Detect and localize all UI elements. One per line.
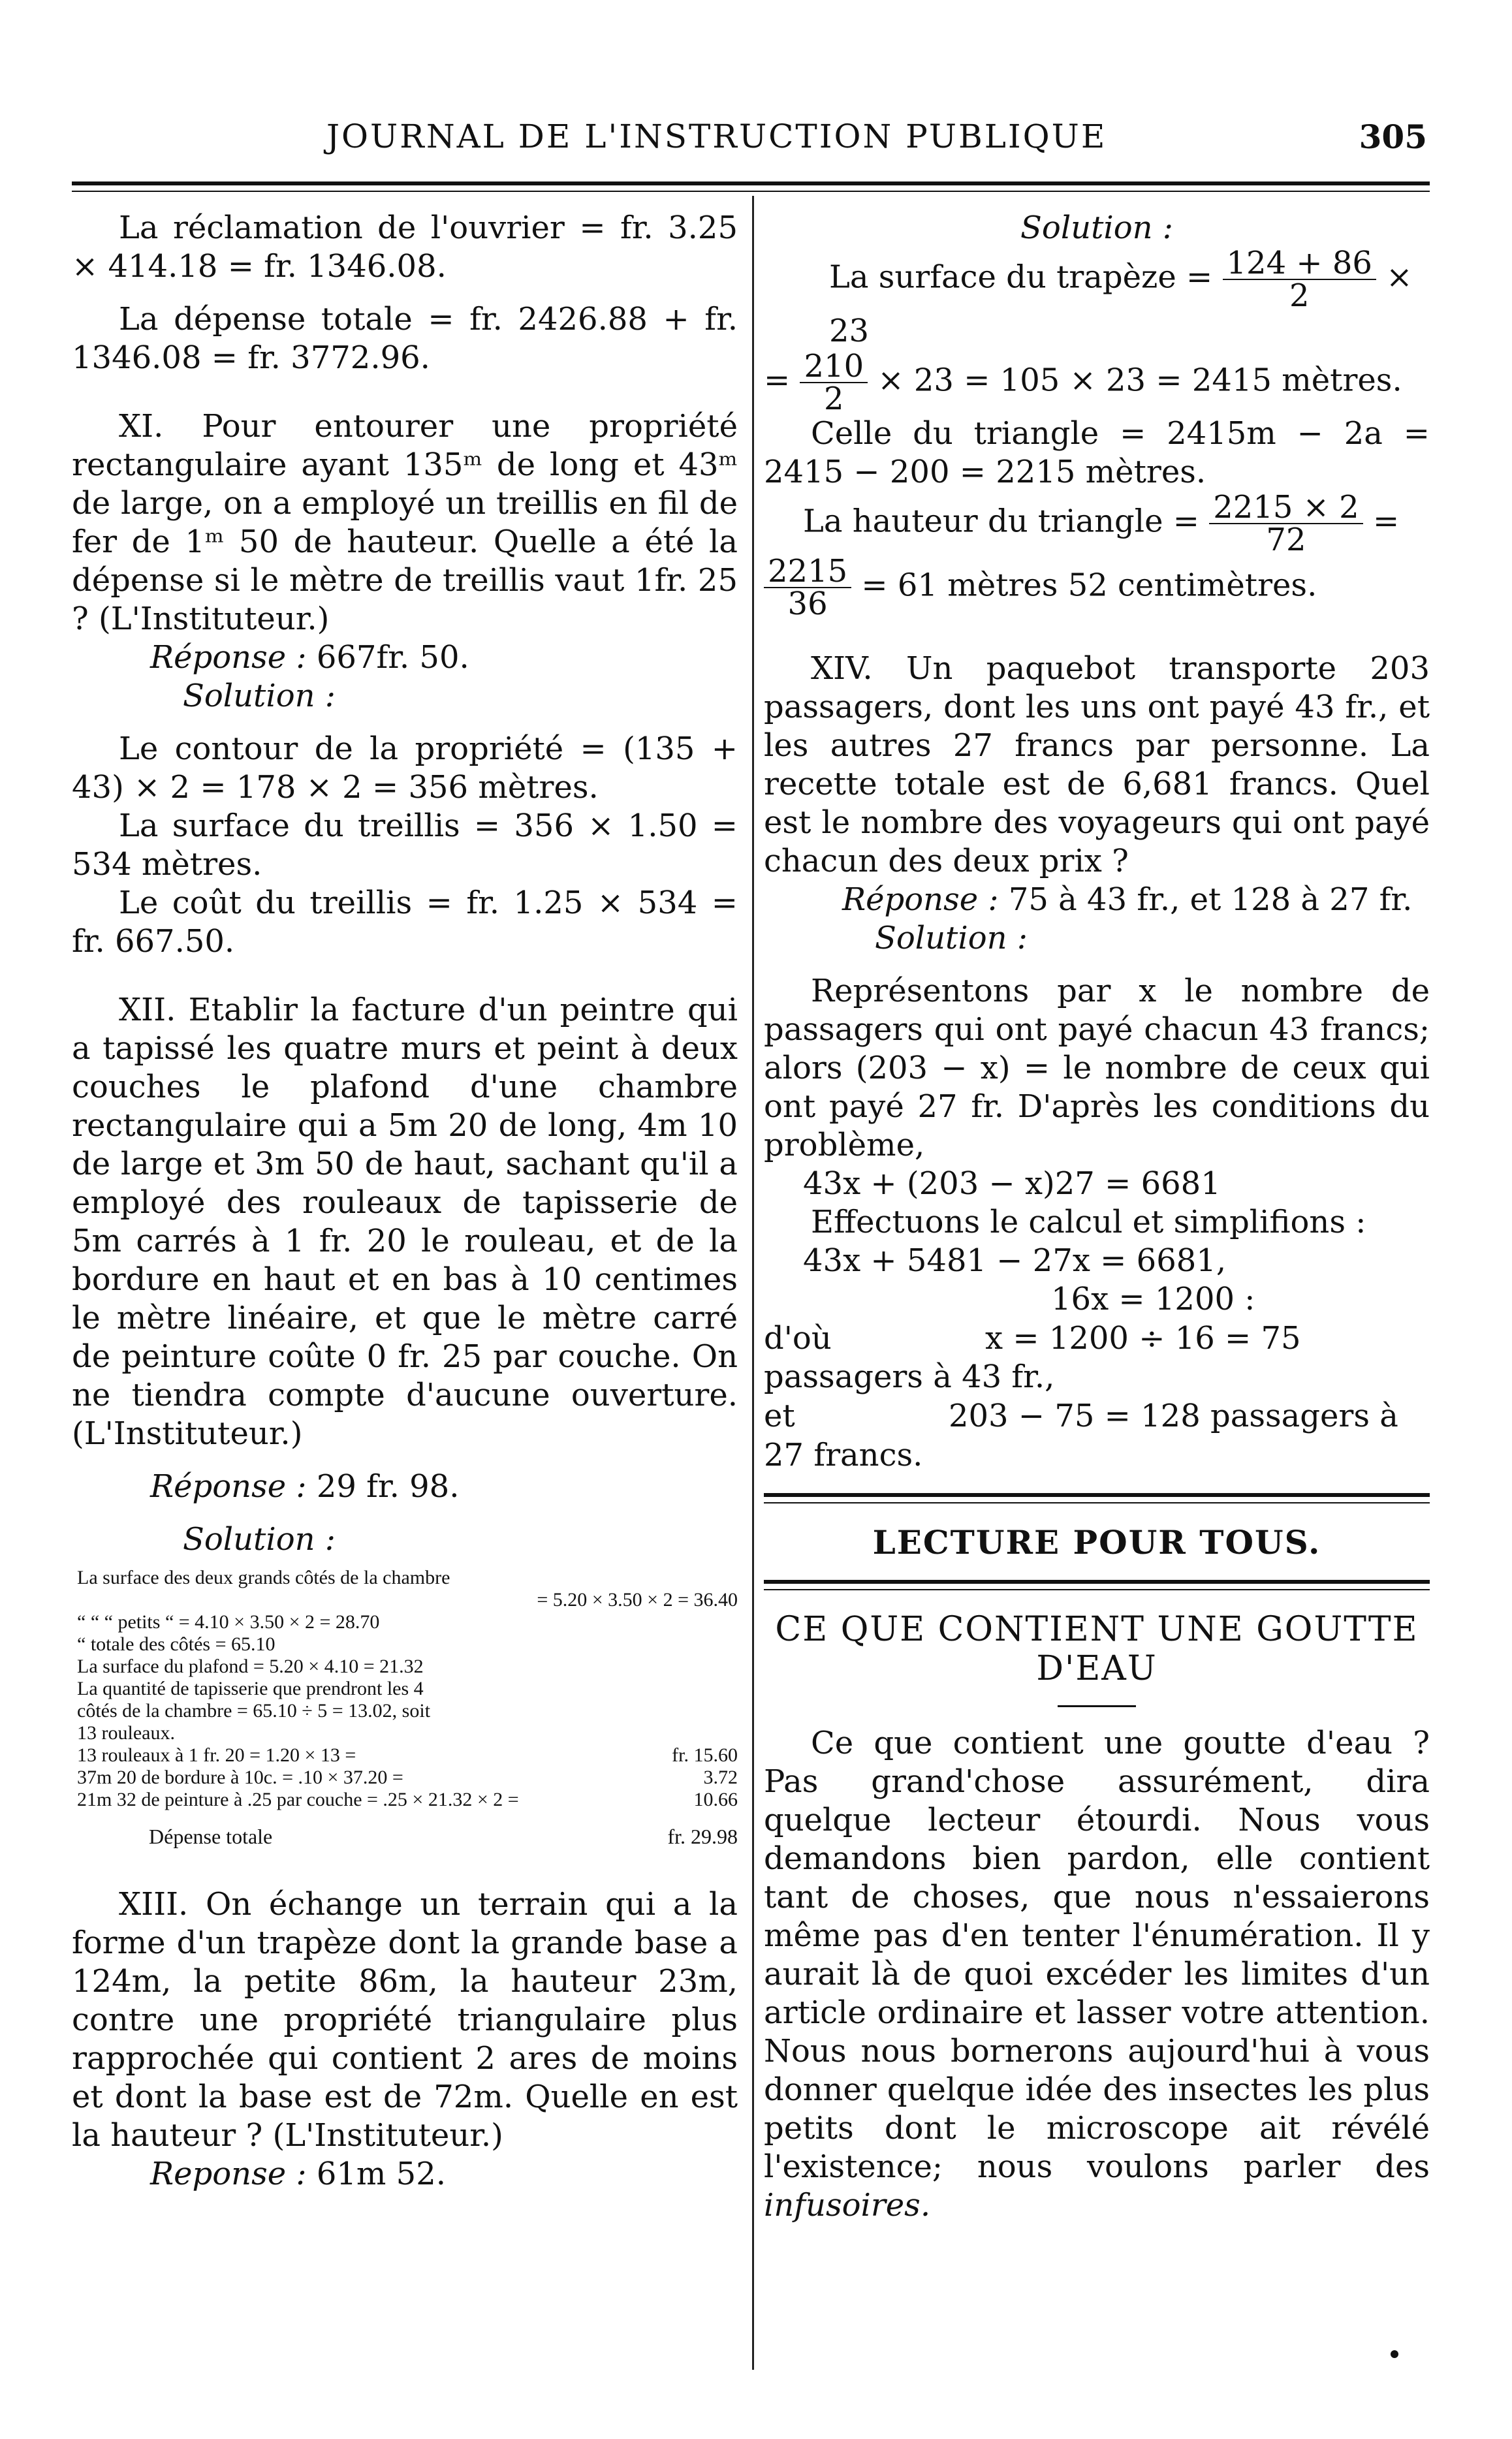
answer-value: 667fr. 50. [316, 639, 469, 676]
fraction: $\frac{124 + 86}{2}$ [1223, 247, 1376, 311]
fraction: $\frac{2215}{36}$ [764, 556, 851, 620]
header-rule [72, 181, 1430, 185]
paragraph-reclamation: La réclamation de l'ouvrier = fr. 3.25 × 414.18 = fr. 1346.08. [72, 210, 738, 285]
problem-xii: XII. Etablir la facture d'un peintre qui a tapissé les quatre murs et peint à deux couches le plafond d'une chambre rectangulaire qui a 5m 20 de long, 4m 10 de large et 3m 50 de haut, sachant qu'il a employé des rouleaux de tapisserie de 5m carrés à 1 fr. 20 le rouleau, et de la bordure en haut et en bas à 10 centimes le mètre linéaire, et que le mètre carré de peinture coûte 0 fr. 25 par couche. On ne tiendra compte d'aucune ouverture. (L'Instituteur.) [72, 992, 738, 1452]
answer-xi [150, 638, 738, 677]
article-body-italic: infusoires. [764, 2187, 931, 2224]
answer-value: 29 fr. 98. [316, 1468, 460, 1505]
invoice-total-label: Dépense totale [149, 1825, 273, 1848]
solution-label-xiv: Solution : [875, 920, 1028, 956]
answer-value: 75 à 43 fr., et 128 à 27 fr. [1008, 881, 1413, 918]
right-column [764, 209, 1430, 2225]
invoice-row: La surface des deux grands côtés de la chambre [77, 1567, 450, 1588]
section-rule [764, 1493, 1430, 1497]
solution-label-xii: Solution : [183, 1521, 336, 1558]
answer-label: Réponse : [150, 639, 307, 676]
triangle-surface: Celle du triangle = 2415m − 2a = 2415 − 200 = 2215 mètres. [764, 415, 1430, 490]
invoice-row: La quantité de tapisserie que prendront les 4 côtés de la chambre = 65.10 ÷ 5 = 13.02, soit 13 rouleaux. [77, 1678, 431, 1744]
answer-xii [150, 1468, 738, 1506]
answer-xiii [150, 2155, 738, 2194]
equation-4-tail: passagers à 43 fr., [764, 1359, 1055, 1395]
section-rule-thin [764, 1502, 1430, 1503]
answer-label: Reponse : [150, 2156, 307, 2192]
invoice-row: 21m 32 de peinture à .25 par couche = .25 × 21.32 × 2 = 10.66 [77, 1789, 738, 1810]
invoice-row: “ totale des côtés = 65.10 [77, 1633, 276, 1655]
paragraph-depense-totale: La dépense totale = fr. 2426.88 + fr. 1346.08 = fr. 3772.96. [72, 301, 738, 376]
section-rule [764, 1580, 1430, 1584]
column-divider [752, 196, 754, 2370]
equation-4: d'où x = 1200 ÷ 16 = 75 [764, 1320, 1301, 1357]
invoice-row: 13 rouleaux à 1 fr. 20 = 1.20 × 13 = fr. 15.60 [77, 1744, 738, 1766]
fraction: $\frac{210}{2}$ [800, 351, 868, 415]
hauteur-result: $\frac{2215}{36}$ = 61 mètres 52 centimètres. [764, 556, 1430, 620]
solution-xiv-text: Représentons par x le nombre de passagers qui ont payé chacun 43 francs; alors (203 − x) = le nombre de ceux qui ont payé 27 fr. D'après les conditions du problème, [764, 973, 1430, 1163]
answer-xiv [842, 881, 1430, 919]
invoice-row: “ “ “ petits “ = 4.10 × 3.50 × 2 = 28.70 [77, 1611, 380, 1633]
fraction: $\frac{2215 \times 2}{72}$ [1209, 492, 1362, 556]
trapeze-formula: La surface du trapèze = $\frac{124 + 86}{2}$ × 23 [829, 245, 1413, 349]
equation-5: et 203 − 75 = 128 passagers à 27 francs. [764, 1398, 1398, 1473]
article-title: CE QUE CONTIENT UNE GOUTTE D'EAU [775, 1610, 1419, 1688]
equation-1: 43x + (203 − x)27 = 6681 [803, 1165, 1221, 1202]
answer-label: Réponse : [842, 881, 999, 918]
article-body: Ce que contient une goutte d'eau ? Pas grand'chose assurément, dira quelque lecteur étourdi. Nous vous demandons bien pardon, elle contient tant de choses, que nous n'essaierons même pas d'en tenter l'énumération. Il y aurait là de quoi excéder les limites d'un article ordinaire et lasser votre attention. Nous nous bornerons aujourd'hui à vous donner quelque idée des insectes les plus petits dont le microscope ait révélé l'existence; nous voulons parler des infusoires. [764, 1725, 1430, 2224]
invoice-row: La surface du plafond = 5.20 × 4.10 = 21.32 [77, 1656, 424, 1677]
invoice-table [77, 1567, 738, 1848]
equation-3: 16x = 1200 : [1051, 1281, 1255, 1317]
solution-xi-cout: Le coût du treillis = fr. 1.25 × 534 = fr. 667.50. [72, 885, 738, 960]
hauteur-formula: La hauteur du triangle = $\frac{2215 \times 2}{72}$ = [803, 489, 1400, 558]
problem-xiii: XIII. On échange un terrain qui a la forme d'un trapèze dont la grande base a 124m, la petite 86m, la hauteur 23m, contre une propriété triangulaire plus rapprochée qui contient 2 ares de moins et dont la base est de 72m. Quelle en est la hauteur ? (L'Instituteur.) [72, 1886, 738, 2154]
answer-label: Réponse : [150, 1468, 307, 1505]
left-column [72, 209, 738, 2194]
invoice-row: = 5.20 × 3.50 × 2 = 36.40 [537, 1589, 738, 1611]
equation-2: 43x + 5481 − 27x = 6681, [803, 1242, 1227, 1279]
header-rule-thin [72, 191, 1430, 192]
page-header [0, 118, 1512, 170]
answer-value: 61m 52. [316, 2156, 447, 2192]
section-title: LECTURE POUR TOUS. [872, 1523, 1321, 1562]
solution-label-xiii: Solution : [1020, 210, 1173, 246]
solution-xi-contour: Le contour de la propriété = (135 + 43) × 2 = 178 × 2 = 356 mètres. [72, 731, 738, 806]
problem-xiv: XIV. Un paquebot transporte 203 passagers, dont les uns ont payé 43 fr., et les autres 27 francs par personne. La recette totale est de 6,681 francs. Quel est le nombre des voyageurs qui ont payé chacun des deux prix ? [764, 650, 1430, 879]
section-rule-thin [764, 1589, 1430, 1590]
solution-label-xi: Solution : [183, 678, 336, 714]
running-title: JOURNAL DE L'INSTRUCTION PUBLIQUE [326, 118, 1107, 155]
invoice-total [77, 1825, 738, 1848]
trapeze-result: = $\frac{210}{2}$ × 23 = 105 × 23 = 2415 mètres. [764, 348, 1402, 417]
solution-xi-surface: La surface du treillis = 356 × 1.50 = 534 mètres. [72, 808, 738, 883]
invoice-total-value: fr. 29.98 [667, 1825, 738, 1848]
problem-xi: XI. Pour entourer une propriété rectangulaire ayant 135ᵐ de long et 43ᵐ de large, on a employé un treillis en fil de fer de 1ᵐ 50 de hauteur. Quelle a été la dépense si le mètre de treillis vaut 1fr. 25 ? (L'Instituteur.) [72, 408, 738, 637]
invoice-row: 37m 20 de bordure à 10c. = .10 × 37.20 = 3.72 [77, 1767, 738, 1788]
dot-mark-icon [1391, 2350, 1398, 2358]
title-rule [1058, 1705, 1136, 1707]
solution-xiv-simplify: Effectuons le calcul et simplifions : [811, 1204, 1366, 1240]
page-number: 305 [1359, 118, 1427, 156]
